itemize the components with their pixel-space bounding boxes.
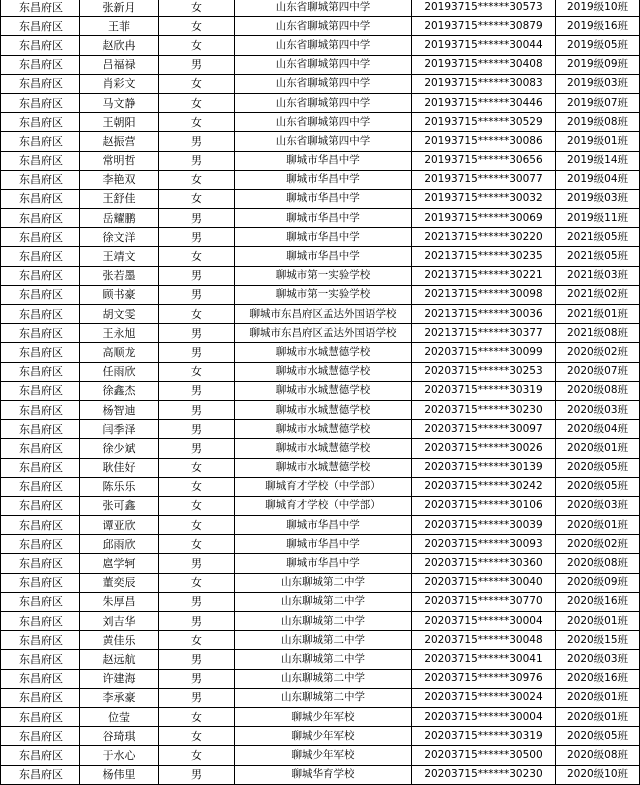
- class-cell: 2021级01班: [556, 305, 640, 324]
- student-id-cell: 20203715******30097: [412, 420, 556, 439]
- student-name-cell: 陈乐乐: [80, 477, 159, 496]
- gender-cell: 男: [159, 343, 235, 362]
- table-row: [1, 247, 640, 266]
- class-cell: 2019级10班: [556, 0, 640, 17]
- class-cell: 2020级05班: [556, 727, 640, 746]
- table-row: [1, 516, 640, 535]
- school-cell: 山东聊城第二中学: [235, 650, 412, 669]
- gender-cell: 女: [159, 247, 235, 266]
- student-name-cell: 徐少斌: [80, 439, 159, 458]
- student-id-cell: 20203715******30039: [412, 516, 556, 535]
- student-id-cell: 20203715******30319: [412, 381, 556, 400]
- school-cell: 聊城市华昌中学: [235, 554, 412, 573]
- gender-cell: 男: [159, 266, 235, 285]
- student-id-cell: 20203715******30230: [412, 765, 556, 784]
- district-cell: 东昌府区: [1, 420, 80, 439]
- gender-cell: 男: [159, 151, 235, 170]
- school-cell: 聊城育才学校（中学部）: [235, 477, 412, 496]
- student-id-cell: 20203715******30004: [412, 707, 556, 726]
- student-name-cell: 李艳双: [80, 170, 159, 189]
- student-id-cell: 20203715******30360: [412, 554, 556, 573]
- table-row: [1, 612, 640, 631]
- district-cell: 东昌府区: [1, 535, 80, 554]
- table-row: [1, 554, 640, 573]
- student-id-cell: 20203715******30048: [412, 631, 556, 650]
- school-cell: 山东省聊城第四中学: [235, 93, 412, 112]
- student-name-cell: 杨智迪: [80, 400, 159, 419]
- district-cell: 东昌府区: [1, 343, 80, 362]
- student-name-cell: 岳耀鹏: [80, 209, 159, 228]
- table-row: [1, 74, 640, 93]
- student-id-cell: 20203715******30319: [412, 727, 556, 746]
- class-cell: 2019级14班: [556, 151, 640, 170]
- school-cell: 聊城市华昌中学: [235, 151, 412, 170]
- student-name-cell: 常明哲: [80, 151, 159, 170]
- gender-cell: 女: [159, 707, 235, 726]
- student-id-cell: 20203715******30004: [412, 612, 556, 631]
- gender-cell: 男: [159, 669, 235, 688]
- class-cell: 2020级01班: [556, 439, 640, 458]
- school-cell: 聊城育才学校（中学部）: [235, 496, 412, 515]
- school-cell: 聊城市水城慧德学校: [235, 420, 412, 439]
- gender-cell: 男: [159, 400, 235, 419]
- gender-cell: 男: [159, 324, 235, 343]
- gender-cell: 女: [159, 727, 235, 746]
- district-cell: 东昌府区: [1, 612, 80, 631]
- table-row: [1, 439, 640, 458]
- school-cell: 聊城市第一实验学校: [235, 266, 412, 285]
- class-cell: 2021级02班: [556, 285, 640, 304]
- student-id-cell: 20203715******30024: [412, 688, 556, 707]
- table-row: [1, 113, 640, 132]
- district-cell: 东昌府区: [1, 631, 80, 650]
- gender-cell: 女: [159, 36, 235, 55]
- class-cell: 2020级09班: [556, 573, 640, 592]
- district-cell: 东昌府区: [1, 477, 80, 496]
- table-row: [1, 285, 640, 304]
- class-cell: 2021级05班: [556, 247, 640, 266]
- student-id-cell: 20203715******30770: [412, 592, 556, 611]
- gender-cell: 女: [159, 189, 235, 208]
- district-cell: 东昌府区: [1, 247, 80, 266]
- table-row: [1, 400, 640, 419]
- student-id-cell: 20203715******30500: [412, 746, 556, 765]
- class-cell: 2020级07班: [556, 362, 640, 381]
- district-cell: 东昌府区: [1, 55, 80, 74]
- table-row: [1, 362, 640, 381]
- gender-cell: 女: [159, 535, 235, 554]
- class-cell: 2020级03班: [556, 400, 640, 419]
- student-name-cell: 张新月: [80, 0, 159, 17]
- school-cell: 山东省聊城第四中学: [235, 132, 412, 151]
- school-cell: 聊城市东昌府区孟达外国语学校: [235, 305, 412, 324]
- student-name-cell: 耿佳好: [80, 458, 159, 477]
- school-cell: 聊城市水城慧德学校: [235, 458, 412, 477]
- student-id-cell: 20193715******30077: [412, 170, 556, 189]
- district-cell: 东昌府区: [1, 765, 80, 784]
- district-cell: 东昌府区: [1, 707, 80, 726]
- student-id-cell: 20213715******30036: [412, 305, 556, 324]
- school-cell: 聊城市华昌中学: [235, 189, 412, 208]
- table-row: [1, 189, 640, 208]
- student-name-cell: 赵远航: [80, 650, 159, 669]
- table-row: [1, 707, 640, 726]
- table-row: [1, 650, 640, 669]
- student-name-cell: 任雨欣: [80, 362, 159, 381]
- district-cell: 东昌府区: [1, 650, 80, 669]
- class-cell: 2019级01班: [556, 132, 640, 151]
- student-name-cell: 王永旭: [80, 324, 159, 343]
- student-name-cell: 王舒佳: [80, 189, 159, 208]
- school-cell: 聊城华育学校: [235, 765, 412, 784]
- gender-cell: 女: [159, 458, 235, 477]
- gender-cell: 女: [159, 631, 235, 650]
- gender-cell: 男: [159, 554, 235, 573]
- student-name-cell: 肖彩文: [80, 74, 159, 93]
- class-cell: 2020级04班: [556, 420, 640, 439]
- district-cell: 东昌府区: [1, 151, 80, 170]
- gender-cell: 女: [159, 516, 235, 535]
- student-id-cell: 20203715******30099: [412, 343, 556, 362]
- student-name-cell: 王朝阳: [80, 113, 159, 132]
- school-cell: 山东聊城第二中学: [235, 688, 412, 707]
- student-id-cell: 20203715******30106: [412, 496, 556, 515]
- school-cell: 山东聊城第二中学: [235, 573, 412, 592]
- class-cell: 2020级01班: [556, 707, 640, 726]
- district-cell: 东昌府区: [1, 189, 80, 208]
- gender-cell: 女: [159, 305, 235, 324]
- table-row: [1, 170, 640, 189]
- class-cell: 2020级01班: [556, 688, 640, 707]
- school-cell: 山东省聊城第四中学: [235, 17, 412, 36]
- class-cell: 2019级05班: [556, 36, 640, 55]
- gender-cell: 男: [159, 381, 235, 400]
- class-cell: 2020级05班: [556, 458, 640, 477]
- student-name-cell: 杨伟里: [80, 765, 159, 784]
- district-cell: 东昌府区: [1, 669, 80, 688]
- student-id-cell: 20193715******30446: [412, 93, 556, 112]
- district-cell: 东昌府区: [1, 266, 80, 285]
- table-row: [1, 573, 640, 592]
- table-row: [1, 343, 640, 362]
- student-name-cell: 谭亚欣: [80, 516, 159, 535]
- table-row: [1, 631, 640, 650]
- class-cell: 2019级03班: [556, 189, 640, 208]
- student-id-cell: 20193715******30656: [412, 151, 556, 170]
- student-name-cell: 于水心: [80, 746, 159, 765]
- student-name-cell: 扈学轲: [80, 554, 159, 573]
- student-name-cell: 王菲: [80, 17, 159, 36]
- district-cell: 东昌府区: [1, 324, 80, 343]
- gender-cell: 男: [159, 688, 235, 707]
- class-cell: 2020级02班: [556, 535, 640, 554]
- school-cell: 聊城市水城慧德学校: [235, 381, 412, 400]
- gender-cell: 女: [159, 113, 235, 132]
- table-row: [1, 324, 640, 343]
- student-id-cell: 20203715******30040: [412, 573, 556, 592]
- school-cell: 聊城市水城慧德学校: [235, 439, 412, 458]
- district-cell: 东昌府区: [1, 113, 80, 132]
- district-cell: 东昌府区: [1, 688, 80, 707]
- class-cell: 2020级15班: [556, 631, 640, 650]
- school-cell: 山东聊城第二中学: [235, 631, 412, 650]
- student-name-cell: 赵欣冉: [80, 36, 159, 55]
- school-cell: 山东省聊城第四中学: [235, 36, 412, 55]
- gender-cell: 女: [159, 74, 235, 93]
- gender-cell: 男: [159, 55, 235, 74]
- student-name-cell: 位莹: [80, 707, 159, 726]
- district-cell: 东昌府区: [1, 74, 80, 93]
- student-id-cell: 20203715******30976: [412, 669, 556, 688]
- student-id-cell: 20203715******30242: [412, 477, 556, 496]
- district-cell: 东昌府区: [1, 305, 80, 324]
- gender-cell: 男: [159, 285, 235, 304]
- school-cell: 聊城市华昌中学: [235, 170, 412, 189]
- student-name-cell: 朱厚昌: [80, 592, 159, 611]
- class-cell: 2020级10班: [556, 765, 640, 784]
- school-cell: 聊城市水城慧德学校: [235, 400, 412, 419]
- table-row: [1, 592, 640, 611]
- student-id-cell: 20193715******30083: [412, 74, 556, 93]
- school-cell: 山东聊城第二中学: [235, 669, 412, 688]
- gender-cell: 男: [159, 209, 235, 228]
- student-id-cell: 20203715******30253: [412, 362, 556, 381]
- class-cell: 2019级07班: [556, 93, 640, 112]
- gender-cell: 女: [159, 573, 235, 592]
- district-cell: 东昌府区: [1, 592, 80, 611]
- class-cell: 2019级03班: [556, 74, 640, 93]
- school-cell: 聊城市华昌中学: [235, 228, 412, 247]
- district-cell: 东昌府区: [1, 727, 80, 746]
- gender-cell: 女: [159, 170, 235, 189]
- student-id-cell: 20213715******30377: [412, 324, 556, 343]
- class-cell: 2020级16班: [556, 592, 640, 611]
- school-cell: 聊城少年军校: [235, 707, 412, 726]
- table-row: [1, 381, 640, 400]
- student-id-cell: 20193715******30573: [412, 0, 556, 17]
- class-cell: 2021级05班: [556, 228, 640, 247]
- class-cell: 2020级08班: [556, 746, 640, 765]
- table-row: [1, 765, 640, 784]
- table-row: [1, 17, 640, 36]
- class-cell: 2020级01班: [556, 612, 640, 631]
- table-row: [1, 420, 640, 439]
- school-cell: 聊城市第一实验学校: [235, 285, 412, 304]
- table-row: [1, 727, 640, 746]
- student-name-cell: 顾书豪: [80, 285, 159, 304]
- student-id-cell: 20193715******30044: [412, 36, 556, 55]
- school-cell: 山东省聊城第四中学: [235, 0, 412, 17]
- class-cell: 2020级03班: [556, 650, 640, 669]
- student-name-cell: 赵振营: [80, 132, 159, 151]
- class-cell: 2020级08班: [556, 554, 640, 573]
- gender-cell: 女: [159, 496, 235, 515]
- class-cell: 2020级01班: [556, 516, 640, 535]
- student-id-cell: 20213715******30221: [412, 266, 556, 285]
- student-name-cell: 徐文洋: [80, 228, 159, 247]
- student-id-cell: 20213715******30098: [412, 285, 556, 304]
- table-row: [1, 305, 640, 324]
- gender-cell: 女: [159, 477, 235, 496]
- student-name-cell: 王靖文: [80, 247, 159, 266]
- student-id-cell: 20213715******30235: [412, 247, 556, 266]
- class-cell: 2020级05班: [556, 477, 640, 496]
- student-id-cell: 20193715******30529: [412, 113, 556, 132]
- table-row: [1, 55, 640, 74]
- class-cell: 2020级16班: [556, 669, 640, 688]
- school-cell: 聊城少年军校: [235, 746, 412, 765]
- district-cell: 东昌府区: [1, 17, 80, 36]
- table-row: [1, 132, 640, 151]
- district-cell: 东昌府区: [1, 170, 80, 189]
- district-cell: 东昌府区: [1, 228, 80, 247]
- table-row: [1, 228, 640, 247]
- class-cell: 2019级09班: [556, 55, 640, 74]
- district-cell: 东昌府区: [1, 573, 80, 592]
- district-cell: 东昌府区: [1, 209, 80, 228]
- district-cell: 东昌府区: [1, 439, 80, 458]
- gender-cell: 男: [159, 765, 235, 784]
- school-cell: 山东聊城第二中学: [235, 592, 412, 611]
- gender-cell: 男: [159, 132, 235, 151]
- table-row: [1, 477, 640, 496]
- student-name-cell: 邱雨欣: [80, 535, 159, 554]
- student-name-cell: 马文静: [80, 93, 159, 112]
- gender-cell: 男: [159, 650, 235, 669]
- school-cell: 聊城市东昌府区孟达外国语学校: [235, 324, 412, 343]
- school-cell: 聊城市华昌中学: [235, 516, 412, 535]
- district-cell: 东昌府区: [1, 496, 80, 515]
- student-name-cell: 张可鑫: [80, 496, 159, 515]
- table-row: [1, 36, 640, 55]
- table-row: [1, 688, 640, 707]
- district-cell: 东昌府区: [1, 400, 80, 419]
- student-id-cell: 20203715******30026: [412, 439, 556, 458]
- student-id-cell: 20203715******30139: [412, 458, 556, 477]
- student-name-cell: 刘吉华: [80, 612, 159, 631]
- student-name-cell: 徐鑫杰: [80, 381, 159, 400]
- table-row: [1, 496, 640, 515]
- district-cell: 东昌府区: [1, 746, 80, 765]
- gender-cell: 男: [159, 592, 235, 611]
- district-cell: 东昌府区: [1, 554, 80, 573]
- district-cell: 东昌府区: [1, 93, 80, 112]
- class-cell: 2020级02班: [556, 343, 640, 362]
- student-name-cell: 吕福禄: [80, 55, 159, 74]
- district-cell: 东昌府区: [1, 36, 80, 55]
- district-cell: 东昌府区: [1, 362, 80, 381]
- table-row: [1, 0, 640, 17]
- school-cell: 山东聊城第二中学: [235, 612, 412, 631]
- district-cell: 东昌府区: [1, 285, 80, 304]
- student-name-cell: 董奕辰: [80, 573, 159, 592]
- gender-cell: 男: [159, 228, 235, 247]
- school-cell: 聊城市华昌中学: [235, 247, 412, 266]
- school-cell: 山东省聊城第四中学: [235, 74, 412, 93]
- school-cell: 山东省聊城第四中学: [235, 113, 412, 132]
- class-cell: 2021级08班: [556, 324, 640, 343]
- district-cell: 东昌府区: [1, 132, 80, 151]
- school-cell: 聊城少年军校: [235, 727, 412, 746]
- gender-cell: 女: [159, 17, 235, 36]
- school-cell: 山东省聊城第四中学: [235, 55, 412, 74]
- student-name-cell: 李承豪: [80, 688, 159, 707]
- student-name-cell: 谷琦琪: [80, 727, 159, 746]
- class-cell: 2019级04班: [556, 170, 640, 189]
- class-cell: 2021级03班: [556, 266, 640, 285]
- student-name-cell: 胡文雯: [80, 305, 159, 324]
- student-id-cell: 20213715******30220: [412, 228, 556, 247]
- gender-cell: 女: [159, 0, 235, 17]
- table-row: [1, 669, 640, 688]
- table-row: [1, 535, 640, 554]
- gender-cell: 男: [159, 420, 235, 439]
- student-id-cell: 20193715******30879: [412, 17, 556, 36]
- student-name-cell: 高顺龙: [80, 343, 159, 362]
- student-name-cell: 张若墨: [80, 266, 159, 285]
- student-id-cell: 20203715******30230: [412, 400, 556, 419]
- district-cell: 东昌府区: [1, 516, 80, 535]
- student-name-cell: 闫季泽: [80, 420, 159, 439]
- student-id-cell: 20193715******30408: [412, 55, 556, 74]
- table-row: [1, 151, 640, 170]
- school-cell: 聊城市水城慧德学校: [235, 343, 412, 362]
- table-row: [1, 266, 640, 285]
- student-id-cell: 20203715******30093: [412, 535, 556, 554]
- student-id-cell: 20203715******30041: [412, 650, 556, 669]
- table-row: [1, 746, 640, 765]
- student-name-cell: 许建海: [80, 669, 159, 688]
- gender-cell: 男: [159, 612, 235, 631]
- gender-cell: 女: [159, 93, 235, 112]
- student-name-cell: 黄佳乐: [80, 631, 159, 650]
- table-row: [1, 93, 640, 112]
- district-cell: 东昌府区: [1, 381, 80, 400]
- table-row: [1, 209, 640, 228]
- student-id-cell: 20193715******30086: [412, 132, 556, 151]
- district-cell: 东昌府区: [1, 458, 80, 477]
- gender-cell: 男: [159, 439, 235, 458]
- school-cell: 聊城市水城慧德学校: [235, 362, 412, 381]
- student-id-cell: 20193715******30069: [412, 209, 556, 228]
- class-cell: 2020级03班: [556, 496, 640, 515]
- class-cell: 2019级08班: [556, 113, 640, 132]
- student-id-cell: 20193715******30032: [412, 189, 556, 208]
- gender-cell: 女: [159, 362, 235, 381]
- class-cell: 2020级08班: [556, 381, 640, 400]
- class-cell: 2019级16班: [556, 17, 640, 36]
- table-row: [1, 458, 640, 477]
- school-cell: 聊城市华昌中学: [235, 209, 412, 228]
- gender-cell: 女: [159, 746, 235, 765]
- district-cell: 东昌府区: [1, 0, 80, 17]
- class-cell: 2019级11班: [556, 209, 640, 228]
- table-body: [1, 0, 640, 784]
- school-cell: 聊城市华昌中学: [235, 535, 412, 554]
